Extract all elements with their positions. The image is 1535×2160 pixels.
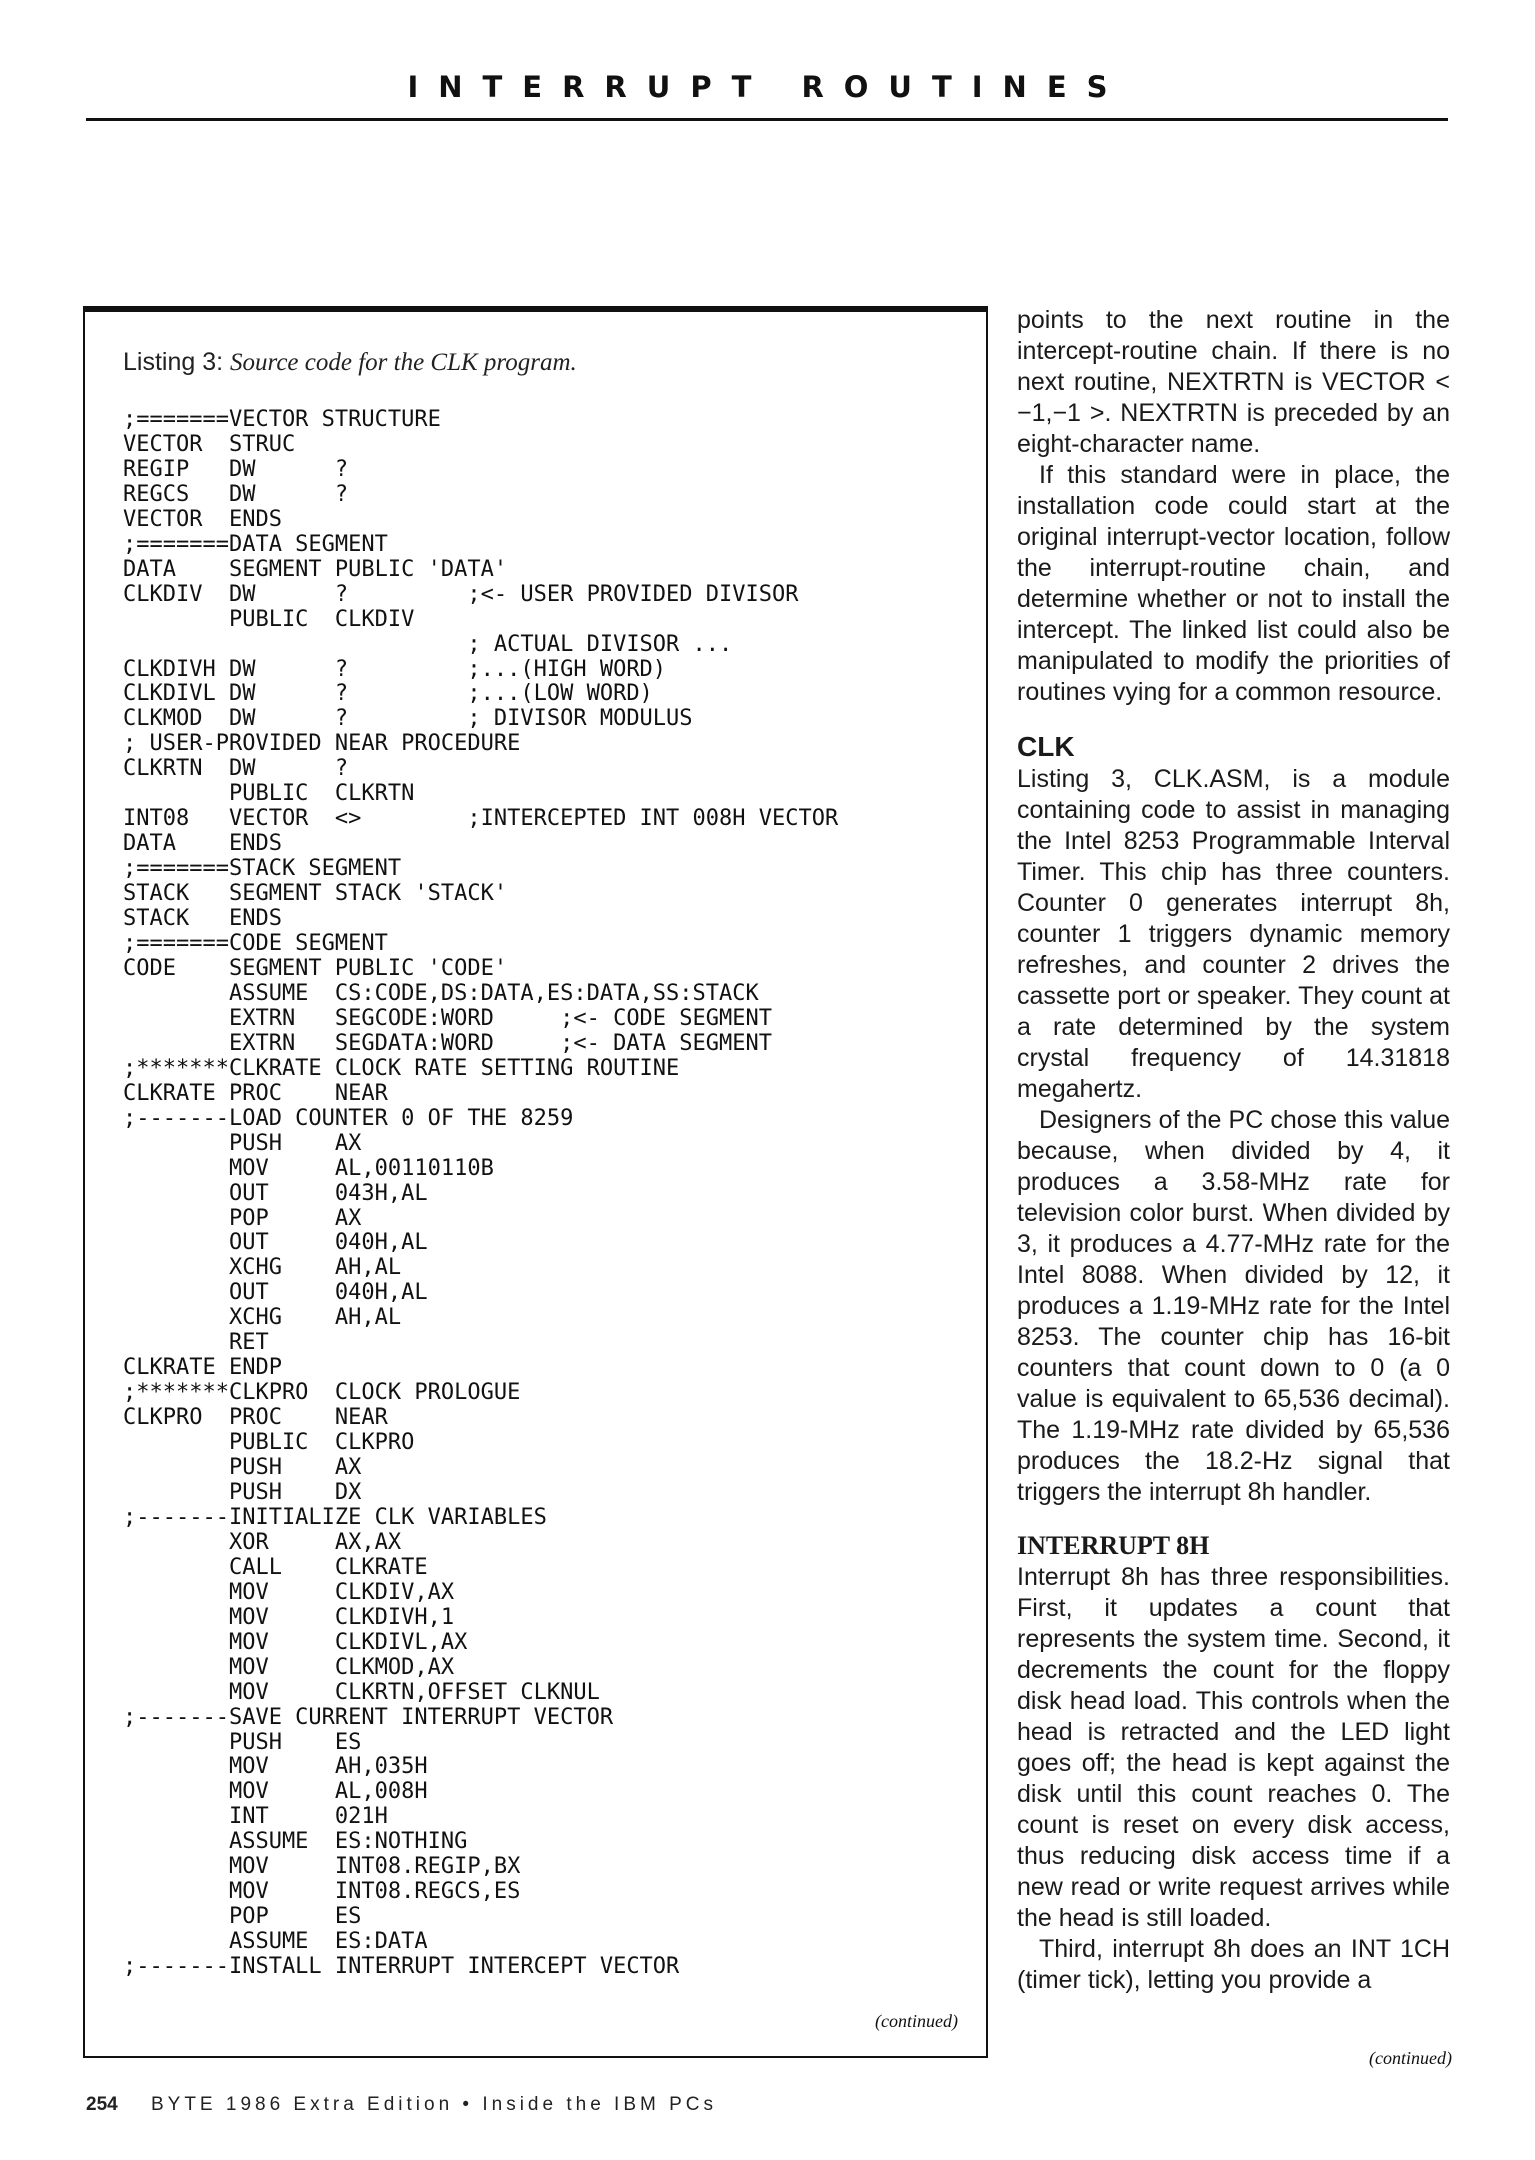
page-footer (86, 2094, 717, 2116)
code-line: INT 021H (123, 1804, 388, 1830)
article-paragraph: Interrupt 8h has three responsibilities. First, it updates a count that represents the system time. Second, it decrements the count for the floppy disk head load. This controls when the head is retracted and the LED light goes off; the head is kept against the disk until this count reaches 0. The count is reset on every disk access, thus reducing disk access time if a new read or write request arrives while the head is still loaded. (1017, 1563, 1450, 1932)
code-line: ;=======DATA SEGMENT (123, 531, 388, 557)
running-header: INTERRUPT ROUTINES (407, 70, 1128, 104)
article-paragraph: points to the next routine in the intercept-routine chain. If there is no next routine, NEXTRTN is VECTOR < −1,−1 >. NEXTRTN is preceded by an eight-character name. (1017, 306, 1450, 458)
code-line: EXTRN SEGDATA:WORD ;<- DATA SEGMENT (123, 1030, 773, 1056)
code-line: STACK SEGMENT STACK 'STACK' (123, 881, 508, 907)
code-line: REGIP DW ? (123, 456, 349, 482)
code-listing (123, 408, 838, 1980)
code-line: CLKDIVL DW ? ;...(LOW WORD) (123, 681, 653, 707)
code-line: ASSUME ES:DATA (123, 1929, 428, 1955)
code-line: ;*******CLKRATE CLOCK RATE SETTING ROUTINE (123, 1055, 680, 1081)
section-heading-clk: CLK (1017, 731, 1075, 762)
code-line: OUT 043H,AL (123, 1180, 428, 1206)
listing-caption-title: Source code for the CLK program. (230, 349, 577, 376)
code-line: MOV INT08.REGIP,BX (123, 1854, 521, 1880)
code-line: ; ACTUAL DIVISOR ... (123, 631, 733, 657)
code-line: EXTRN SEGCODE:WORD ;<- CODE SEGMENT (123, 1005, 773, 1031)
code-line: ;-------INITIALIZE CLK VARIABLES (123, 1504, 547, 1530)
code-line: ;*******CLKPRO CLOCK PROLOGUE (123, 1380, 521, 1406)
section-heading-interrupt-8h: INTERRUPT 8H (1017, 1531, 1210, 1560)
code-line: OUT 040H,AL (123, 1280, 428, 1306)
code-line: ASSUME CS:CODE,DS:DATA,ES:DATA,SS:STACK (123, 980, 759, 1006)
code-line: MOV CLKDIV,AX (123, 1579, 455, 1605)
code-line: POP ES (123, 1904, 362, 1930)
code-line: CLKDIV DW ? ;<- USER PROVIDED DIVISOR (123, 581, 799, 607)
code-line: PUBLIC CLKRTN (123, 781, 415, 807)
code-line: MOV CLKDIVL,AX (123, 1629, 468, 1655)
code-line: ;=======VECTOR STRUCTURE (123, 407, 441, 432)
article-column (1017, 305, 1450, 1996)
code-line: VECTOR STRUC (123, 431, 296, 457)
code-line: CLKRTN DW ? (123, 756, 349, 782)
page-number: 254 (86, 2094, 118, 2115)
code-line: INT08 VECTOR <> ;INTERCEPTED INT 008H VECTOR (123, 806, 839, 832)
code-line: MOV CLKDIVH,1 (123, 1604, 455, 1630)
code-line: CLKPRO PROC NEAR (123, 1405, 388, 1431)
listing-box (83, 306, 988, 2058)
code-line: PUSH AX (123, 1455, 362, 1481)
listing-caption-label: Listing 3: (123, 348, 224, 376)
code-line: CLKDIVH DW ? ;...(HIGH WORD) (123, 656, 667, 682)
code-line: PUSH DX (123, 1479, 362, 1505)
code-line: STACK ENDS (123, 906, 282, 932)
article-paragraph: Third, interrupt 8h does an INT 1CH (timer tick), letting you provide a (1017, 1935, 1450, 1994)
code-line: MOV CLKRTN,OFFSET CLKNUL (123, 1679, 600, 1705)
code-line: OUT 040H,AL (123, 1230, 428, 1256)
code-line: PUSH AX (123, 1130, 362, 1156)
code-line: ;=======CODE SEGMENT (123, 931, 388, 957)
code-line: ;-------INSTALL INTERRUPT INTERCEPT VECTOR (123, 1954, 680, 1980)
code-line: ;-------LOAD COUNTER 0 OF THE 8259 (123, 1105, 574, 1131)
code-line: PUBLIC CLKDIV (123, 606, 415, 632)
code-line: VECTOR ENDS (123, 506, 282, 532)
column-continued-note: (continued) (1369, 2048, 1452, 2068)
code-line: DATA ENDS (123, 831, 282, 857)
code-line: MOV AH,035H (123, 1754, 428, 1780)
code-line: ASSUME ES:NOTHING (123, 1829, 468, 1855)
code-line: CALL CLKRATE (123, 1554, 428, 1580)
code-line: CLKMOD DW ? ; DIVISOR MODULUS (123, 706, 693, 732)
listing-continued-note: (continued) (875, 2011, 958, 2031)
magazine-credit: BYTE 1986 Extra Edition • Inside the IBM PCs (150, 2094, 717, 2115)
article-paragraph: Designers of the PC chose this value because, when divided by 4, it produces a 3.58-MHz rate for television color burst. When divided by 3, it produces a 4.77-MHz rate for the Intel 8088. When divided by 12, it produces a 1.19-MHz rate for the Intel 8253. The counter chip has 16-bit counters that count down to 0 (a 0 value is equivalent to 65,536 decimal). The 1.19-MHz rate divided by 65,536 produces the 18.2-Hz signal that triggers the interrupt 8h handler. (1017, 1106, 1450, 1506)
code-line: REGCS DW ? (123, 481, 349, 507)
code-line: MOV CLKMOD,AX (123, 1654, 455, 1680)
code-line: POP AX (123, 1205, 362, 1231)
article-paragraph: Listing 3, CLK.ASM, is a module containing code to assist in managing the Intel 8253 Programmable Interval Timer. This chip has three counters. Counter 0 generates interrupt 8h, counter 1 triggers dynamic memory refreshes, and counter 2 drives the cassette port or speaker. They count at a rate determined by the system crystal frequency of 14.31818 megahertz. (1017, 765, 1450, 1103)
code-line: MOV AL,00110110B (123, 1155, 494, 1181)
code-line: XCHG AH,AL (123, 1305, 402, 1331)
code-line: CLKRATE PROC NEAR (123, 1080, 388, 1106)
code-line: ;-------SAVE CURRENT INTERRUPT VECTOR (123, 1704, 614, 1730)
code-line: RET (123, 1330, 269, 1356)
code-line: ;=======STACK SEGMENT (123, 856, 402, 882)
code-line: XCHG AH,AL (123, 1255, 402, 1281)
header-rule (86, 118, 1448, 121)
code-line: DATA SEGMENT PUBLIC 'DATA' (123, 556, 508, 582)
article-paragraph: If this standard were in place, the installation code could start at the original interrupt-vector location, follow the interrupt-routine chain, and determine whether or not to install the intercept. The linked list could also be manipulated to modify the priorities of routines vying for a common resource. (1017, 461, 1450, 706)
listing-caption (123, 348, 577, 377)
code-line: MOV INT08.REGCS,ES (123, 1879, 521, 1905)
code-line: MOV AL,008H (123, 1779, 428, 1805)
code-line: PUBLIC CLKPRO (123, 1430, 415, 1456)
code-line: XOR AX,AX (123, 1529, 402, 1555)
code-line: CODE SEGMENT PUBLIC 'CODE' (123, 955, 508, 981)
code-line: CLKRATE ENDP (123, 1355, 282, 1381)
code-line: PUSH ES (123, 1729, 362, 1755)
code-line: ; USER-PROVIDED NEAR PROCEDURE (123, 731, 521, 757)
